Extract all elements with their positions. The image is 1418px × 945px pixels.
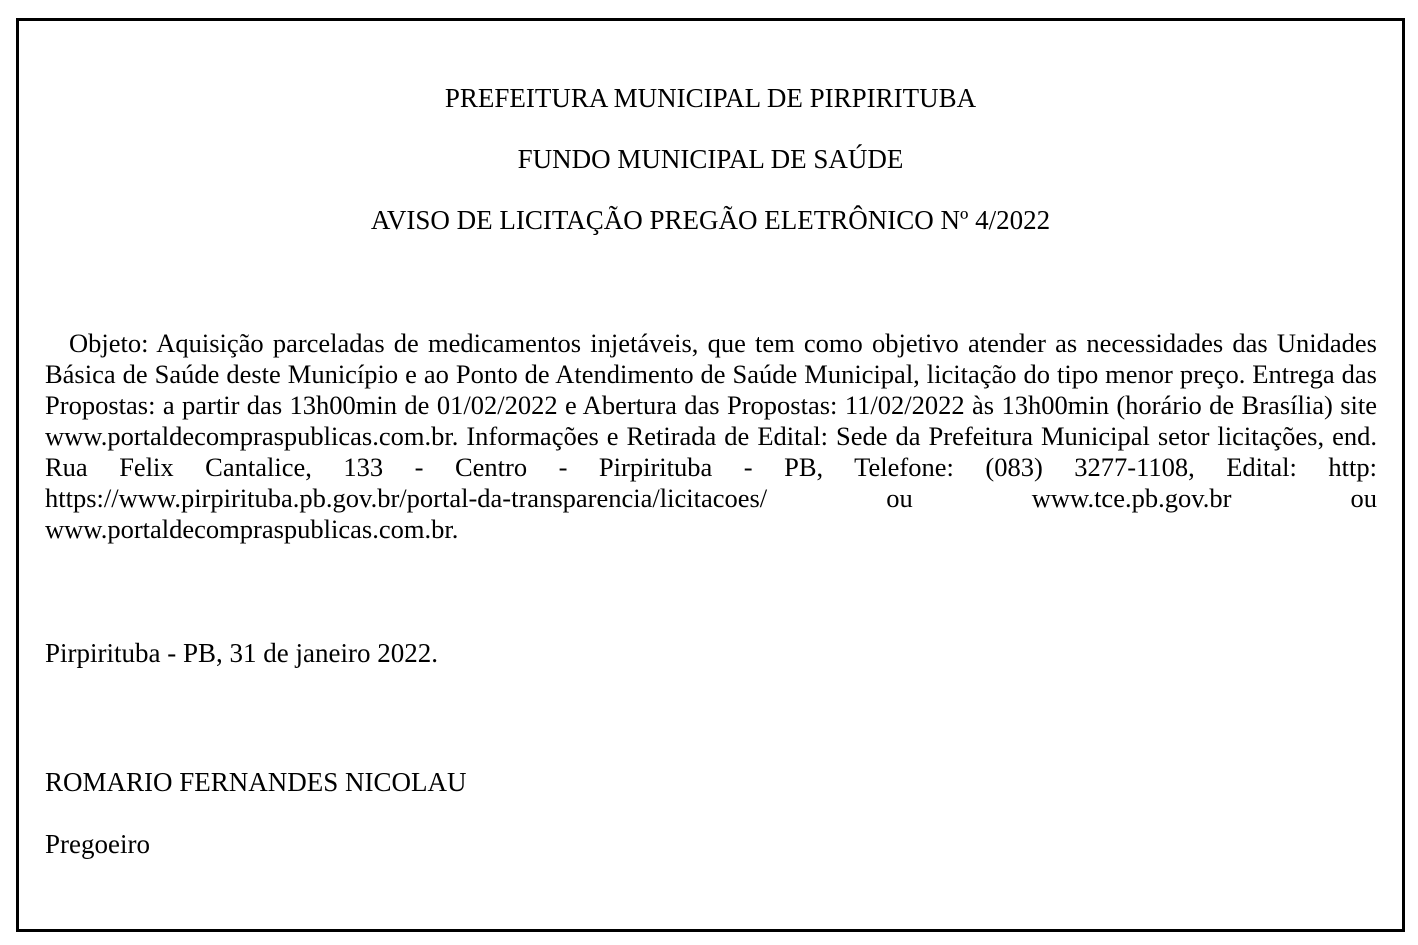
- notice-title: AVISO DE LICITAÇÃO PREGÃO ELETRÔNICO Nº 4/2022: [370, 205, 1051, 235]
- notice-frame: [16, 18, 1405, 932]
- signer-role: Pregoeiro: [45, 829, 150, 859]
- dateline: Pirpirituba - PB, 31 de janeiro 2022.: [45, 638, 438, 668]
- notice-body-paragraph: Objeto: Aquisição parceladas de medicamentos injetáveis, que tem como objetivo atender as necessidades das Unidades Básica de Saúde deste Município e ao Ponto de Atendimento de Saúde Municipal, licitação do tipo menor preço. Entrega das Propostas: a partir das 13h00min de 01/02/2022 e Abertura das Propostas: 11/02/2022 às 13h00min (horário de Brasília) site www.portaldecompraspublicas.com.br. Informações e Retirada de Edital: Sede da Prefeitura Municipal setor licitações, end. Rua Felix Cantalice, 133 - Centro - Pirpirituba - PB, Telefone: (083) 3277-1108, Edital: http: https://www.pirpirituba.pb.gov.br/portal-da-transparencia/licitacoes/ ou www.tce.pb.gov.br ou www.portaldecompraspublicas.com.br.: [45, 328, 1377, 544]
- signer-name: ROMARIO FERNANDES NICOLAU: [45, 767, 467, 797]
- issuer-title: PREFEITURA MUNICIPAL DE PIRPIRITUBA: [444, 83, 977, 113]
- fund-title: FUNDO MUNICIPAL DE SAÚDE: [517, 144, 904, 174]
